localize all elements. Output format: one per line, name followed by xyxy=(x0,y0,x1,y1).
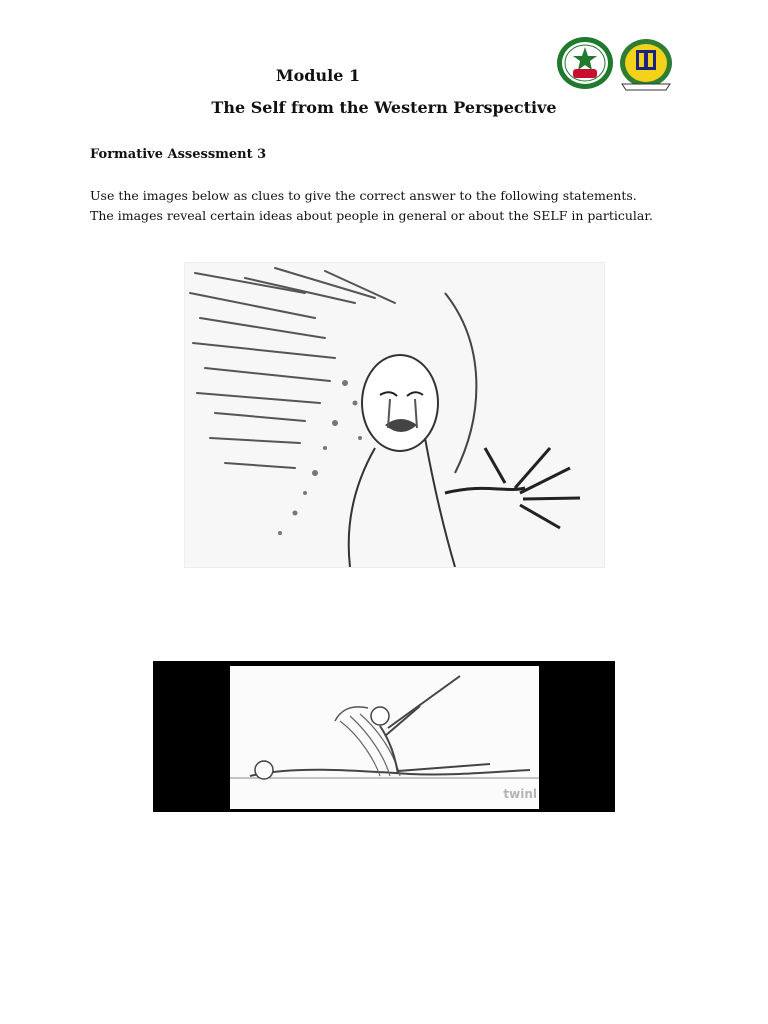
instruction-line: The images reveal certain ideas about people in general or about the SELF in particular. xyxy=(90,208,653,223)
spirit-sketch xyxy=(230,666,539,809)
module-title: Module 1 xyxy=(275,66,361,85)
spirit-rising-illustration xyxy=(230,666,539,809)
instructions xyxy=(90,186,690,226)
section-heading: Formative Assessment 3 xyxy=(90,147,267,162)
crying-figure-sketch xyxy=(184,262,605,568)
watermark-text: twinl xyxy=(503,787,537,801)
crying-figure-illustration xyxy=(185,263,604,567)
document-title: The Self from the Western Perspective xyxy=(211,98,557,117)
instruction-line: Use the images below as clues to give the correct answer to the following statements. xyxy=(90,188,637,203)
spirit-sketch-frame xyxy=(153,661,615,812)
